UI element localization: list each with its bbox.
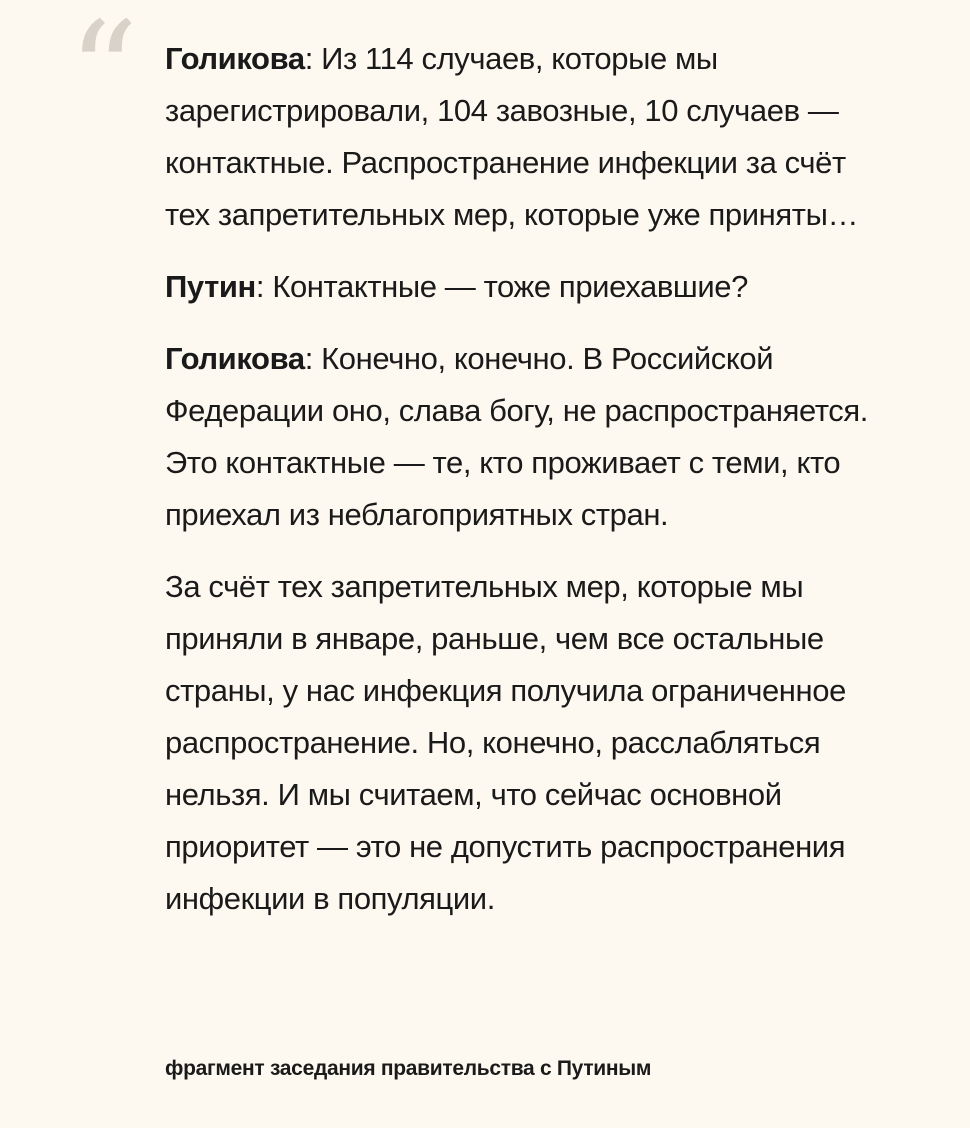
quote-caption: фрагмент заседания правительства с Путиным	[165, 1057, 652, 1080]
speaker-separator: :	[255, 269, 273, 304]
speaker-name: Голикова	[165, 341, 305, 376]
paragraph-text: Из 114 случаев, которые мы зарегистрировали, 104 завозные, 10 случаев — контактные. Распространение инфекции за счёт тех запретительных мер, которые уже приняты…	[165, 41, 859, 232]
quote-body	[165, 33, 890, 945]
speaker-name: Путин	[165, 269, 256, 304]
quote-paragraph-3	[165, 333, 890, 541]
speaker-name: Голикова	[165, 41, 305, 76]
paragraph-text: Контактные — тоже приехавшие?	[272, 269, 748, 304]
quote-mark-icon: “	[68, 0, 129, 153]
quote-paragraph-4	[165, 561, 890, 925]
quote-paragraph-1	[165, 33, 890, 241]
paragraph-text: Конечно, конечно. В Российской Федерации оно, слава богу, не распространяется. Это контактные — те, кто проживает с теми, кто приехал из неблагоприятных стран.	[165, 341, 868, 532]
quote-paragraph-2	[165, 261, 890, 313]
speaker-separator: :	[304, 341, 322, 376]
speaker-separator: :	[304, 41, 322, 76]
paragraph-text: За счёт тех запретительных мер, которые мы приняли в январе, раньше, чем все остальные страны, у нас инфекция получила ограниченное распространение. Но, конечно, расслабляться нельзя. И мы считаем, что сейчас основной приоритет — это не допустить распространения инфекции в популяции.	[165, 569, 846, 916]
